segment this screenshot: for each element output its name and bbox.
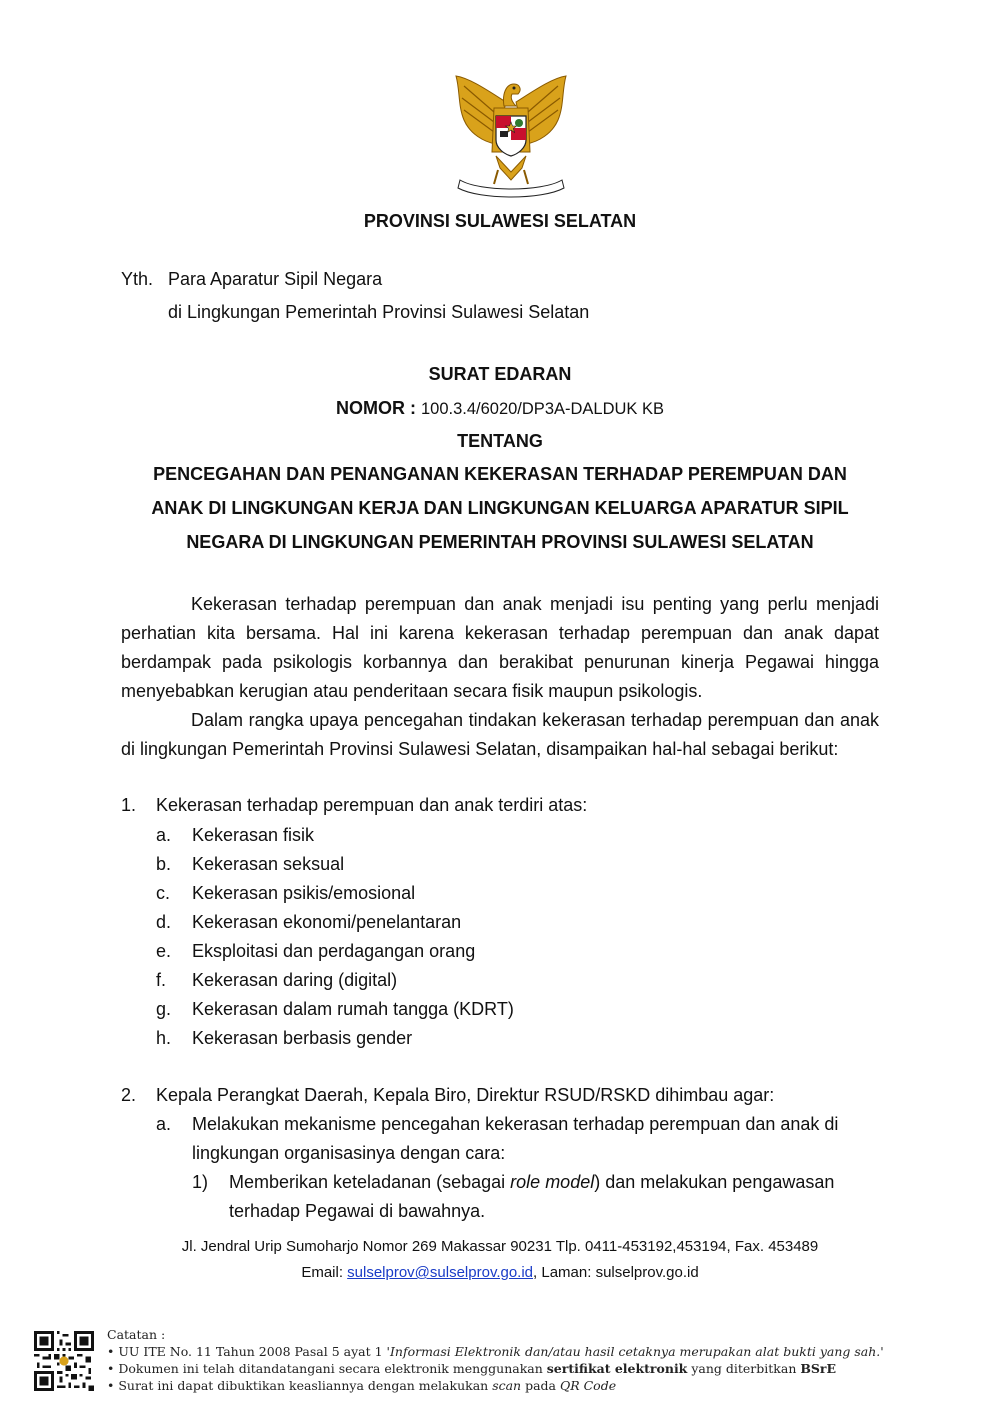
sub-item: Kekerasan ekonomi/penelantaran bbox=[192, 912, 462, 932]
sub-item: Kekerasan dalam rumah tangga (KDRT) bbox=[192, 999, 514, 1019]
note-2-bold-2: BSrE bbox=[800, 1361, 837, 1376]
item-2a1-line-2: terhadap Pegawai di bawahnya. bbox=[229, 1201, 486, 1221]
paragraph-2-text: Dalam rangka upaya pencegahan tindakan kekerasan terhadap perempuan dan anak di lingkungan Pemerintah Provinsi Sulawesi Selatan, disampaikan hal-hal sebagai berikut: bbox=[121, 710, 879, 759]
document-type: SURAT EDARAN bbox=[428, 364, 572, 384]
note-line-1 bbox=[107, 1343, 884, 1360]
item-2-text: Kepala Perangkat Daerah, Kepala Biro, Direktur RSUD/RSKD dihimbau agar: bbox=[156, 1085, 775, 1105]
sub-item: Kekerasan daring (digital) bbox=[192, 970, 398, 990]
paragraph-1-text: Kekerasan terhadap perempuan dan anak menjadi isu penting yang perlu menjadi perhatian kita bersama. Hal ini karena kekerasan terhadap perempuan dan anak dapat berdampak pada psikologis korbannya dan berakibat penurunan kinerja Pegawai hingga menyebabkan kerugian atau penderitaan secara fisik maupun psikologis. bbox=[121, 594, 879, 701]
email-label: Email: bbox=[301, 1264, 348, 1281]
sub-letter: g. bbox=[156, 999, 172, 1019]
item-2a-line-1: Melakukan mekanisme pencegahan kekerasan terhadap perempuan dan anak di bbox=[192, 1114, 839, 1134]
sub-item: Kekerasan berbasis gender bbox=[192, 1028, 413, 1048]
note-1-suffix: ' bbox=[880, 1344, 884, 1359]
document-number bbox=[0, 398, 1000, 419]
qr-code bbox=[34, 1331, 94, 1391]
item-2a1-line-1 bbox=[229, 1172, 834, 1193]
sub-item: Kekerasan seksual bbox=[192, 854, 345, 874]
note-3-mid: pada bbox=[521, 1378, 560, 1393]
item-2a-line-2: lingkungan organisasinya dengan cara: bbox=[192, 1143, 506, 1163]
note-1-prefix: • UU ITE No. 11 Tahun 2008 Pasal 5 ayat 1 ' bbox=[107, 1344, 390, 1359]
note-heading: Catatan : bbox=[107, 1327, 166, 1342]
item-2a-letter: a. bbox=[156, 1114, 172, 1134]
sub-letter: c. bbox=[156, 883, 171, 903]
sub-item: Kekerasan fisik bbox=[192, 825, 315, 845]
item-2-number: 2. bbox=[121, 1085, 137, 1105]
note-3-prefix: • Surat ini dapat dibuktikan keasliannya dengan melakukan bbox=[107, 1378, 493, 1393]
sub-item: Eksploitasi dan perdagangan orang bbox=[192, 941, 476, 961]
electronic-signature-note bbox=[107, 1326, 884, 1394]
note-2-bold: sertifikat elektronik bbox=[546, 1361, 688, 1376]
item-2a1-italic: role model bbox=[510, 1172, 595, 1192]
email-link[interactable]: sulselprov@sulselprov.go.id bbox=[347, 1264, 534, 1281]
subject-line-2: ANAK DI LINGKUNGAN KERJA DAN LINGKUNGAN KELUARGA APARATUR SIPIL bbox=[151, 498, 849, 518]
body-paragraph-1 bbox=[121, 590, 879, 706]
note-line-2 bbox=[107, 1360, 884, 1377]
item-2a1-number: 1) bbox=[192, 1172, 209, 1192]
subject-line-1: PENCEGAHAN DAN PENANGANAN KEKERASAN TERHADAP PEREMPUAN DAN bbox=[153, 464, 847, 484]
footer-contact bbox=[0, 1264, 1000, 1281]
sub-letter: d. bbox=[156, 912, 172, 932]
sub-letter: a. bbox=[156, 825, 172, 845]
site-label: , Laman: sulselprov.go.id bbox=[533, 1264, 699, 1281]
recipient-line-1: Para Aparatur Sipil Negara bbox=[168, 269, 383, 289]
sub-letter: e. bbox=[156, 941, 172, 961]
number-label: NOMOR : bbox=[335, 398, 416, 418]
note-1-italic: Informasi Elektronik dan/atau hasil cetaknya merupakan alat bukti yang sah. bbox=[389, 1344, 881, 1359]
garuda-emblem bbox=[450, 72, 572, 200]
note-3-italic-1: scan bbox=[492, 1378, 522, 1393]
sub-letter: h. bbox=[156, 1028, 172, 1048]
sub-letter: b. bbox=[156, 854, 172, 874]
about-label: TENTANG bbox=[457, 431, 543, 451]
item-2a1-text-b: ) dan melakukan pengawasan bbox=[594, 1172, 835, 1192]
item-1-number: 1. bbox=[121, 795, 137, 815]
footer-address: Jl. Jendral Urip Sumoharjo Nomor 269 Makassar 90231 Tlp. 0411-453192,453194, Fax. 453489 bbox=[181, 1238, 819, 1255]
number-value: 100.3.4/6020/DP3A-DALDUK KB bbox=[420, 400, 665, 418]
subject-line-3: NEGARA DI LINGKUNGAN PEMERINTAH PROVINSI SULAWESI SELATAN bbox=[186, 532, 814, 552]
yth-label: Yth. bbox=[121, 269, 154, 289]
note-line-3 bbox=[107, 1377, 884, 1394]
item-2a1-text-a: Memberikan keteladanan (sebagai bbox=[229, 1172, 511, 1192]
note-3-italic-2: QR Code bbox=[559, 1378, 617, 1393]
note-2-prefix: • Dokumen ini telah ditandatangani secara elektronik menggunakan bbox=[107, 1361, 547, 1376]
body-paragraph-2 bbox=[121, 706, 879, 764]
province-heading: PROVINSI SULAWESI SELATAN bbox=[363, 211, 637, 231]
sub-letter: f. bbox=[156, 970, 167, 990]
note-2-mid: yang diterbitkan bbox=[687, 1361, 801, 1376]
recipient-line-2: di Lingkungan Pemerintah Provinsi Sulawesi Selatan bbox=[168, 302, 590, 322]
sub-item: Kekerasan psikis/emosional bbox=[192, 883, 416, 903]
item-1-text: Kekerasan terhadap perempuan dan anak terdiri atas: bbox=[156, 795, 588, 815]
